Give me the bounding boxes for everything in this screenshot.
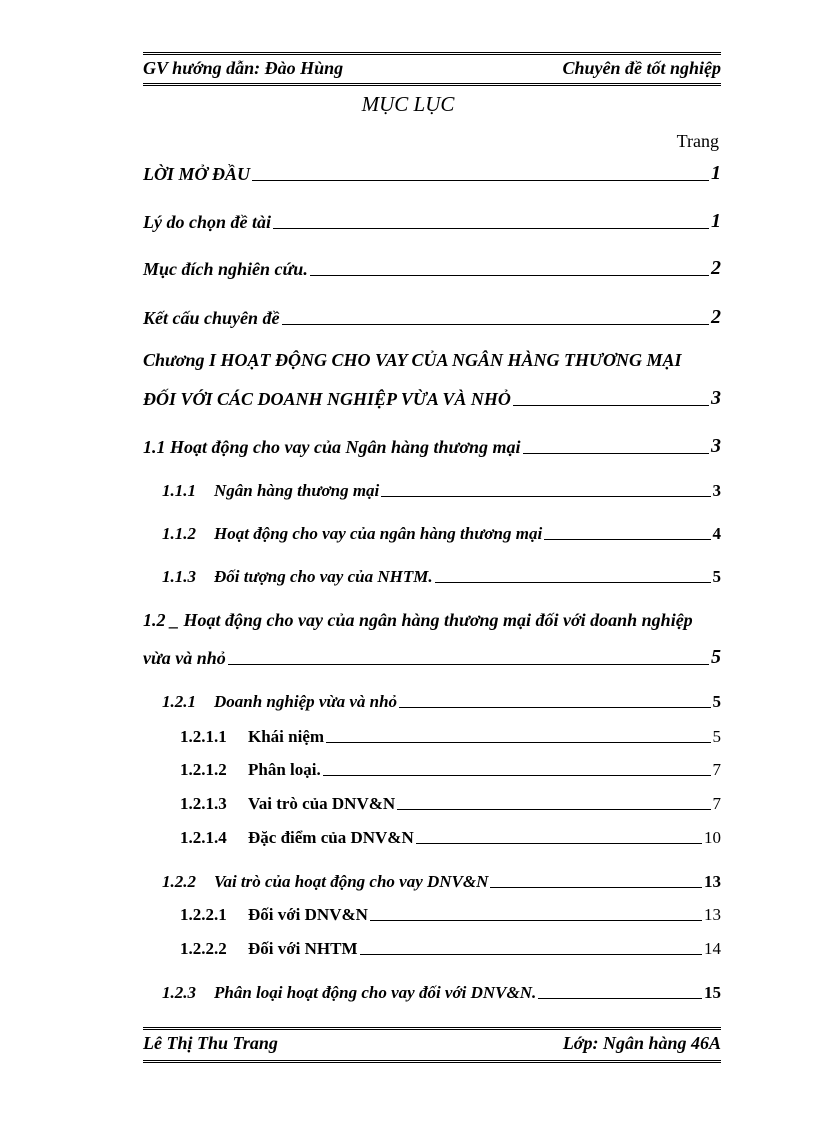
footer-class: Lớp: Ngân hàng 46A [562, 1033, 721, 1053]
toc-page: 3 [712, 481, 721, 500]
toc-label: Đối với NHTM [248, 939, 358, 958]
toc-leader [513, 405, 709, 406]
toc-number: 1.2.1.3 [180, 794, 227, 813]
toc-leader [282, 324, 710, 325]
toc-label: Đối tượng cho vay của NHTM. [214, 567, 433, 586]
toc-page: 5 [712, 727, 721, 746]
toc-entry-loi-mo-dau[interactable] [143, 162, 721, 185]
toc-label: Phân loại hoạt động cho vay đối với DNV&N. [214, 983, 537, 1002]
page-column-label: Trang [676, 131, 719, 151]
page-title: MỤC LỤC [361, 92, 455, 116]
toc-page: 7 [712, 794, 721, 813]
toc-entry-1-2-3[interactable] [143, 983, 721, 1003]
toc-label: Doanh nghiệp vừa và nhỏ [214, 692, 398, 711]
toc-label: LỜI MỞ ĐẦU [143, 164, 251, 184]
toc-page: 2 [711, 257, 721, 279]
toc-number: 1.2.1.4 [180, 828, 227, 847]
toc-number: 1.1.3 [162, 567, 196, 586]
toc-page: 14 [704, 939, 721, 958]
toc-leader [523, 453, 710, 454]
toc-leader [397, 809, 710, 810]
toc-number: 1.2.1 [162, 692, 196, 711]
toc-page: 10 [704, 828, 721, 847]
toc-leader [252, 180, 709, 181]
toc-page: 5 [711, 646, 721, 668]
toc-leader [538, 998, 702, 999]
toc-label: Lý do chọn đề tài [143, 212, 271, 232]
toc-entry-ly-do[interactable] [143, 210, 721, 233]
toc-page: 7 [712, 760, 721, 779]
toc-leader [381, 496, 710, 497]
toc-entry-1-2[interactable] [143, 646, 721, 669]
toc-entry-chuong-1-line1[interactable]: Chương I HOẠT ĐỘNG CHO VAY CỦA NGÂN HÀNG THƯƠNG MẠI [143, 350, 682, 370]
toc-leader [228, 664, 709, 665]
toc-page: 3 [711, 435, 721, 457]
toc-leader [490, 887, 702, 888]
toc-label: vừa và nhỏ [143, 648, 226, 668]
toc-entry-1-2-1-4[interactable] [143, 828, 721, 848]
toc-label: Đối với DNV&N [248, 905, 368, 924]
toc-leader [544, 539, 710, 540]
toc-label: Khái niệm [248, 727, 325, 746]
toc-entry-1-2-1[interactable] [143, 692, 721, 712]
page-header [143, 52, 721, 86]
toc-number: 1.2.1.2 [180, 760, 227, 779]
toc-leader [326, 742, 710, 743]
toc-label: Ngân hàng thương mại [214, 481, 380, 500]
page-footer [143, 1027, 721, 1063]
toc-number: 1.1.1 [162, 481, 196, 500]
toc-label: 1.1 Hoạt động cho vay của Ngân hàng thương mại [143, 437, 521, 457]
toc-page: 15 [704, 983, 721, 1002]
toc-entry-1-2-1-3[interactable] [143, 794, 721, 814]
toc-page: 1 [711, 162, 721, 184]
toc-page: 1 [711, 210, 721, 232]
toc-page: 13 [704, 905, 721, 924]
toc-entry-1-2-1-2[interactable] [143, 760, 721, 780]
toc-page: 5 [712, 692, 721, 711]
toc-leader [399, 707, 710, 708]
toc-page: 5 [712, 567, 721, 586]
toc-entry-1-1-2[interactable] [143, 524, 721, 544]
toc-entry-chuong-1[interactable] [143, 387, 721, 410]
toc-entry-1-2-2[interactable] [143, 872, 721, 892]
toc-entry-1-1-1[interactable] [143, 481, 721, 501]
toc-entry-1-2-2-2[interactable] [143, 939, 721, 959]
toc-leader [435, 582, 711, 583]
toc-entry-1-2-line1[interactable]: 1.2 _ Hoạt động cho vay của ngân hàng thương mại đối với doanh nghiệp [143, 610, 693, 630]
toc-number: 1.2.2 [162, 872, 196, 891]
toc-number: 1.1.2 [162, 524, 196, 543]
header-advisor: GV hướng dẫn: Đào Hùng [143, 58, 344, 78]
toc-leader [273, 228, 709, 229]
toc-page: 13 [704, 872, 721, 891]
toc-entry-ket-cau[interactable] [143, 306, 721, 329]
footer-author: Lê Thị Thu Trang [143, 1033, 278, 1053]
toc-leader [360, 954, 702, 955]
toc-number: 1.2.1.1 [180, 727, 227, 746]
toc-number: 1.2.3 [162, 983, 196, 1002]
toc-label: Phân loại. [248, 760, 321, 779]
toc-label: Đặc điểm của DNV&N [248, 828, 414, 847]
toc-label: Mục đích nghiên cứu. [143, 259, 308, 279]
toc-leader [416, 843, 702, 844]
toc-label: Hoạt động cho vay của ngân hàng thương mại [214, 524, 543, 543]
toc-label: Kết cấu chuyên đề [143, 308, 280, 328]
toc-label: Vai trò của hoạt động cho vay DNV&N [214, 872, 489, 891]
toc-number: 1.2.2.2 [180, 939, 227, 958]
toc-leader [323, 775, 711, 776]
header-doc-type: Chuyên đề tốt nghiệp [562, 58, 721, 78]
toc-page: 3 [711, 387, 721, 409]
toc-entry-1-2-1-1[interactable] [143, 727, 721, 747]
toc-page: 4 [712, 524, 721, 543]
toc-leader [310, 275, 709, 276]
toc-leader [370, 920, 702, 921]
toc-label: Vai trò của DNV&N [248, 794, 396, 813]
toc-number: 1.2.2.1 [180, 905, 227, 924]
toc-entry-1-1[interactable] [143, 435, 721, 458]
toc-page: 2 [711, 306, 721, 328]
toc-entry-1-1-3[interactable] [143, 567, 721, 587]
toc-label: ĐỐI VỚI CÁC DOANH NGHIỆP VỪA VÀ NHỎ [143, 389, 511, 409]
toc-entry-muc-dich[interactable] [143, 257, 721, 280]
toc-entry-1-2-2-1[interactable] [143, 905, 721, 925]
